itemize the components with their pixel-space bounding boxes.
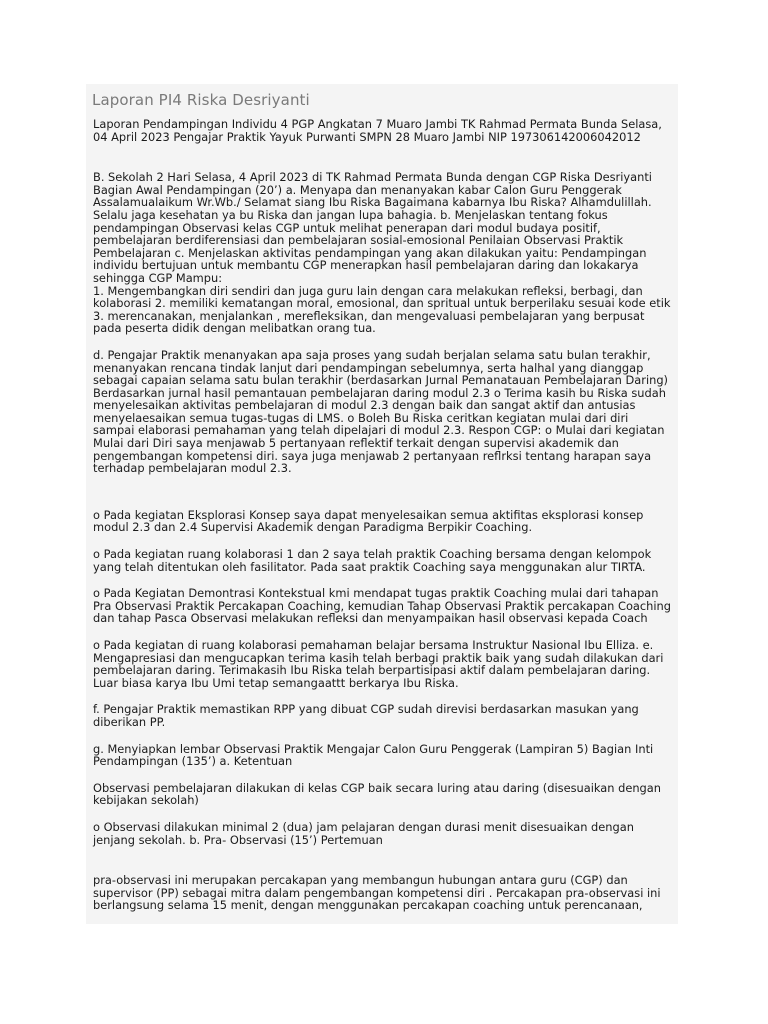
paragraph-demonstrasi-kontekstual: o Pada Kegiatan Demontrasi Kontekstual kmi mendapat tugas praktik Coaching mulai dari tahapan Pra Observasi Praktik Percakapan Coaching, kemudian Tahap Observasi Praktik percakapan Coaching dan tahap Pasca Observasi melakukan refleksi dan menyampaikan hasil observasi kepada Coach <box>93 586 672 626</box>
paragraph-ruang-kolaborasi: o Pada kegiatan ruang kolaborasi 1 dan 2 saya telah praktik Coaching bersama dengan kelompok yang telah ditentukan oleh fasilitator. Pada saat praktik Coaching saya menggunakan alur TIRTA. <box>93 547 652 574</box>
paragraph-g-lembar-observasi: g. Menyiapkan lembar Observasi Praktik Mengajar Calon Guru Penggerak (Lampiran 5) Bagian Inti Pendampingan (135’) a. Ketentuan <box>93 741 654 769</box>
document-title: Laporan PI4 Riska Desriyanti <box>92 91 310 109</box>
document-body <box>93 118 672 912</box>
paragraph-pra-observasi: pra-observasi ini merupakan percakapan yang membangun hubungan antara guru (CGP) dan supervisor (PP) sebagai mitra dalam pengembangan kompetensi diri . Percakapan pra-observasi ini berlangsung selama 15 menit, dengan menggunakan percakapan coaching untuk perencanaan, <box>93 873 661 913</box>
paragraph-f-rpp: f. Pengajar Praktik memastikan RPP yang dibuat CGP sudah direvisi berdasarkan masukan yang diberikan PP. <box>93 702 639 729</box>
paragraph-d-pengajar: d. Pengajar Praktik menanyakan apa saja proses yang sudah berjalan selama satu bulan terakhir, menanyakan rencana tindak lanjut dari pendampingan sebelumnya, serta halhal yang dianggap sebagai capaian selama satu bulan terakhir (berdasarkan Jurnal Pemanatauan Pembelajaran Daring) Berdasarkan jurnal hasil pemantauan pembelajaran daring modul 2.3 o Terima kasih bu Riska sudah menyelesaikan aktivitas pembelajaran di modul 2.3 dengan baik dan sangat aktif dan antusias menyelaesaikan semua tugas-tugas di LMS. o Boleh Bu Riska ceritkan kegiatan mulai dari diri sampai elaborasi pemahaman yang telah dipelajari di modul 2.3. Respon CGP: o Mulai dari kegiatan Mulai dari Diri saya menjawab 5 pertanyaan reflektif terkait dengan supervisi akademik dan pengembangan kompetensi diri. saya juga menjawab 2 pertanyaan reflrksi tentang harapan saya terhadap pembelajaran modul 2.3. <box>93 347 669 476</box>
paragraph-b-sekolah: B. Sekolah 2 Hari Selasa, 4 April 2023 di TK Rahmad Permata Bunda dengan CGP Riska Desriyanti Bagian Awal Pendampingan (20’) a. Menyapa dan menanyakan kabar Calon Guru Penggerak Assalamualaikum Wr.Wb./ Selamat siang Ibu Riska Bagaimana kabarnya Ibu Riska? Alhamdulillah. Selalu jaga kesehatan ya bu Riska dan jangan lupa bahagia. b. Menjelaskan tentang fokus pendampingan Observasi kelas CGP untuk melihat penerapan dari modul budaya positif, pembelajaran berdiferensiasi dan pembelajaran sosial-emosional Penilaian Observasi Praktik Pembelajaran c. Menjelaskan aktivitas pendampingan yang akan dilakukan yaitu: Pendampingan individu bertujuan untuk membantu CGP menerapkan hasil pembelajaran daring dan lokakarya sehingga CGP Mampu: 1. Mengembangkan diri sendiri dan juga guru lain dengan cara melakukan refleksi, berbagi, dan kolaborasi 2. memiliki kematangan moral, emosional, dan spritual untuk berperilaku sesuai kode etik 3. merencanakan, menjalankan , merefleksikan, dan mengevaluasi pembelajaran yang berpusat pada peserta didik dengan melibatkan orang tua. <box>93 170 671 336</box>
document-page <box>86 84 678 924</box>
paragraph-header: Laporan Pendampingan Individu 4 PGP Angkatan 7 Muaro Jambi TK Rahmad Permata Bunda Selasa, 04 April 2023 Pengajar Praktik Yayuk Purwanti SMPN 28 Muaro Jambi NIP 197306142006042012 <box>93 117 662 144</box>
paragraph-observasi-durasi: o Observasi dilakukan minimal 2 (dua) jam pelajaran dengan durasi menit disesuaikan dengan jenjang sekolah. b. Pra- Observasi (15’) Pertemuan <box>93 819 634 847</box>
paragraph-observasi-pembelajaran: Observasi pembelajaran dilakukan di kelas CGP baik secara luring atau daring (disesuaikan dengan kebijakan sekolah) <box>93 780 661 808</box>
paragraph-kolaborasi-pemahaman: o Pada kegiatan di ruang kolaborasi pemahaman belajar bersama Instruktur Nasional Ibu Elliza. e. Mengapresiasi dan mengucapkan terima kasih telah berbagi praktik baik yang sudah dilakukan dari pembelajaran daring. Terimakasih Ibu Riska telah berpartisipasi aktif dalam pembelajaran daring. Luar biasa karya Ibu Umi tetap semangaattt berkarya Ibu Riska. <box>93 638 664 690</box>
paragraph-eksplorasi-konsep: o Pada kegiatan Eksplorasi Konsep saya dapat menyelesaikan semua aktifitas eksplorasi konsep modul 2.3 dan 2.4 Supervisi Akademik dengan Paradigma Berpikir Coaching. <box>93 507 644 535</box>
